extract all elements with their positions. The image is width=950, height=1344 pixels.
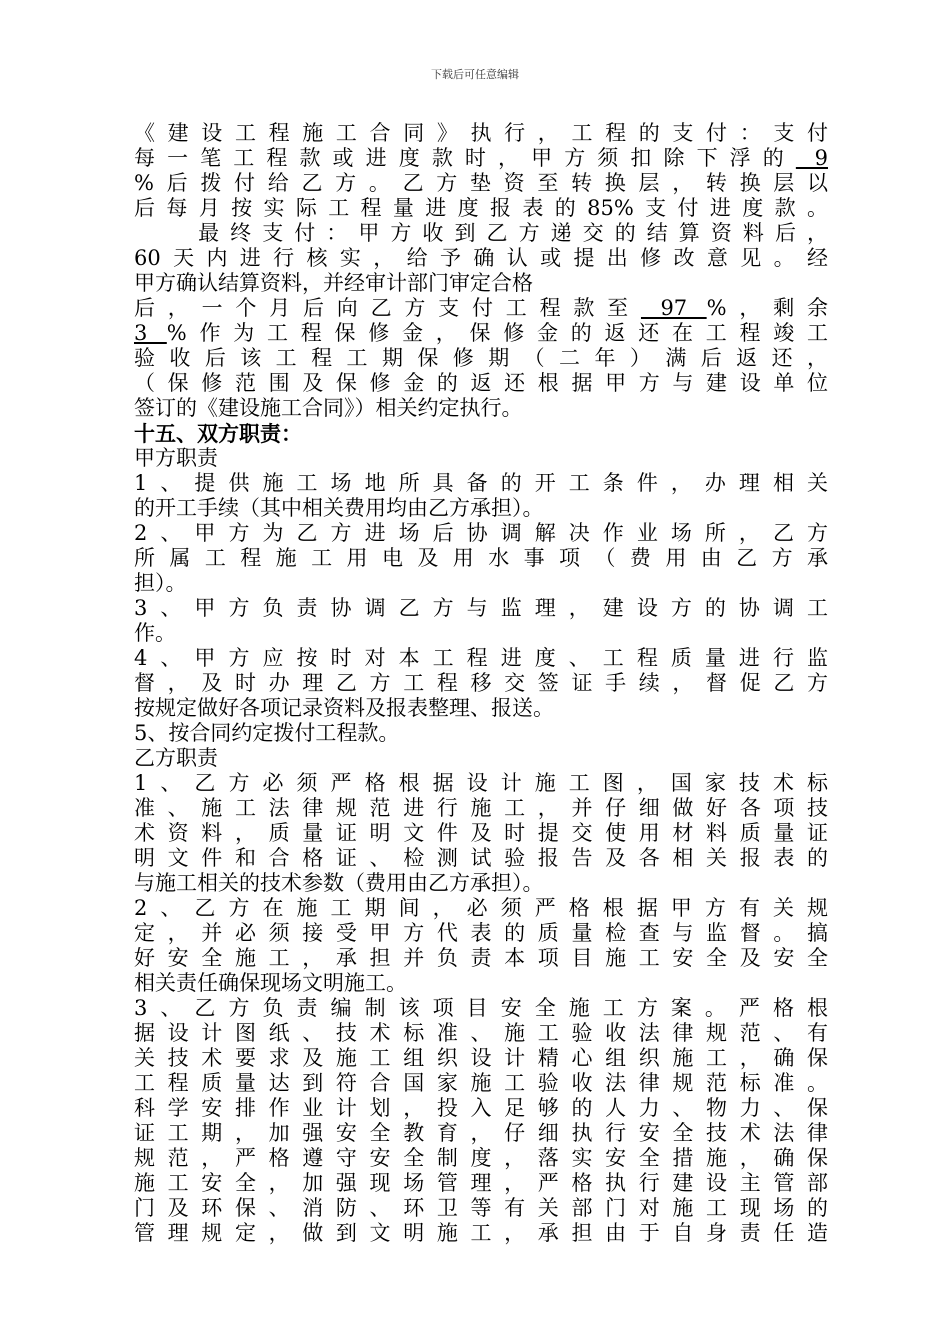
text-line: 施工安全，加强现场管理，严格执行建设主管部 [134,1171,828,1195]
text-line: 据设计图纸、技术标准、施工验收法律规范、有 [134,1021,828,1045]
text-line: 4、甲方应按时对本工程进度、工程质量进行监 [134,646,828,670]
underlined-value: 97 [640,296,707,320]
text-line: 相关责任确保现场文明施工。 [134,971,407,995]
text-line: 准、施工法律规范进行施工，并仔细做好各项技 [134,796,828,820]
text-line: 3、甲方负责协调乙方与监理，建设方的协调工 [134,596,828,620]
text-line: 《建设工程施工合同》执行，工程的支付：支付 [134,121,828,145]
text-line: 3、乙方负责编制该项目安全施工方案。严格根 [134,996,828,1020]
text-line: （保修范围及保修金的返还根据甲方与建设单位 [134,371,828,395]
text-line: 1、提供施工场地所具备的开工条件，办理相关 [134,471,828,495]
text-segment: %作为工程保修金，保修金的返还在工程竣工 [166,321,828,345]
text-line: 所属工程施工用电及用水事项（费用由乙方承 [134,546,828,570]
text-line: 5、按合同约定拨付工程款。 [134,721,400,745]
text-line [134,296,828,321]
text-line: 60天内进行核实，给予确认或提出修改意见。经 [134,246,828,270]
text-segment: %，剩余 [706,296,828,320]
text-line: 科学安排作业计划，投入足够的人力、物力、保 [134,1096,828,1120]
text-line: 定，并必须接受甲方代表的质量检查与监督。搞 [134,921,828,945]
text-line: 甲方确认结算资料，并经审计部门审定合格 [134,271,533,295]
text-line: 2、甲方为乙方进场后协调解决作业场所，乙方 [134,521,828,545]
text-line: 签订的《建设施工合同》）相关约定执行。 [134,396,523,420]
text-line: 担）。 [134,571,187,595]
text-line: 督，及时办理乙方工程移交签证手续，督促乙方 [134,671,828,695]
text-line: 术资料，质量证明文件及时提交使用材料质量证 [134,821,828,845]
text-line: 按规定做好各项记录资料及报表整理、报送。 [134,696,554,720]
text-line: 甲方职责 [134,446,218,470]
text-line: 门及环保、消防、环卫等有关部门对施工现场的 [134,1196,828,1220]
text-line: 乙方职责 [134,746,218,770]
page-header-note: 下载后可任意编辑 [431,68,519,81]
text-line: 的开工手续（其中相关费用均由乙方承担）。 [134,496,544,520]
text-line: 1、乙方必须严格根据设计施工图，国家技术标 [134,771,828,795]
text-line: 好安全施工，承担并负责本项目施工安全及安全 [134,946,828,970]
text-segment: 后，一个月后向乙方支付工程款至 [134,296,641,320]
text-line: 工程质量达到符合国家施工验收法律规范标准。 [134,1071,828,1095]
text-line: 规范，严格遵守安全制度，落实安全措施，确保 [134,1146,828,1170]
text-line: 十五、双方职责： [134,421,302,446]
text-line: %后拨付给乙方。乙方垫资至转换层，转换层以 [134,171,828,195]
text-line: 关技术要求及施工组织设计精心组织施工，确保 [134,1046,828,1070]
text-line: 最终支付：甲方收到乙方递交的结算资料后， [134,221,828,245]
text-segment: 每一笔工程款或进度款时，甲方须扣除下浮的 [134,146,796,170]
text-line: 2、乙方在施工期间，必须严格根据甲方有关规 [134,896,828,920]
text-line: 证工期，加强安全教育，仔细执行安全技术法律 [134,1121,828,1145]
text-line: 作。 [134,621,176,645]
underlined-value: 9 [795,146,828,170]
text-line: 明文件和合格证、检测试验报告及各相关报表的 [134,846,828,870]
text-line: 与施工相关的技术参数（费用由乙方承担）。 [134,871,544,895]
text-line: 后每月按实际工程量进度报表的85%支付进度款。 [134,196,828,220]
document-body [134,121,828,1246]
underlined-value: 3 [134,321,167,345]
text-line [134,321,828,346]
text-line: 验收后该工程工期保修期（二年）满后返还， [134,346,828,370]
text-line [134,146,828,171]
text-line: 管理规定，做到文明施工，承担由于自身责任造 [134,1221,828,1245]
